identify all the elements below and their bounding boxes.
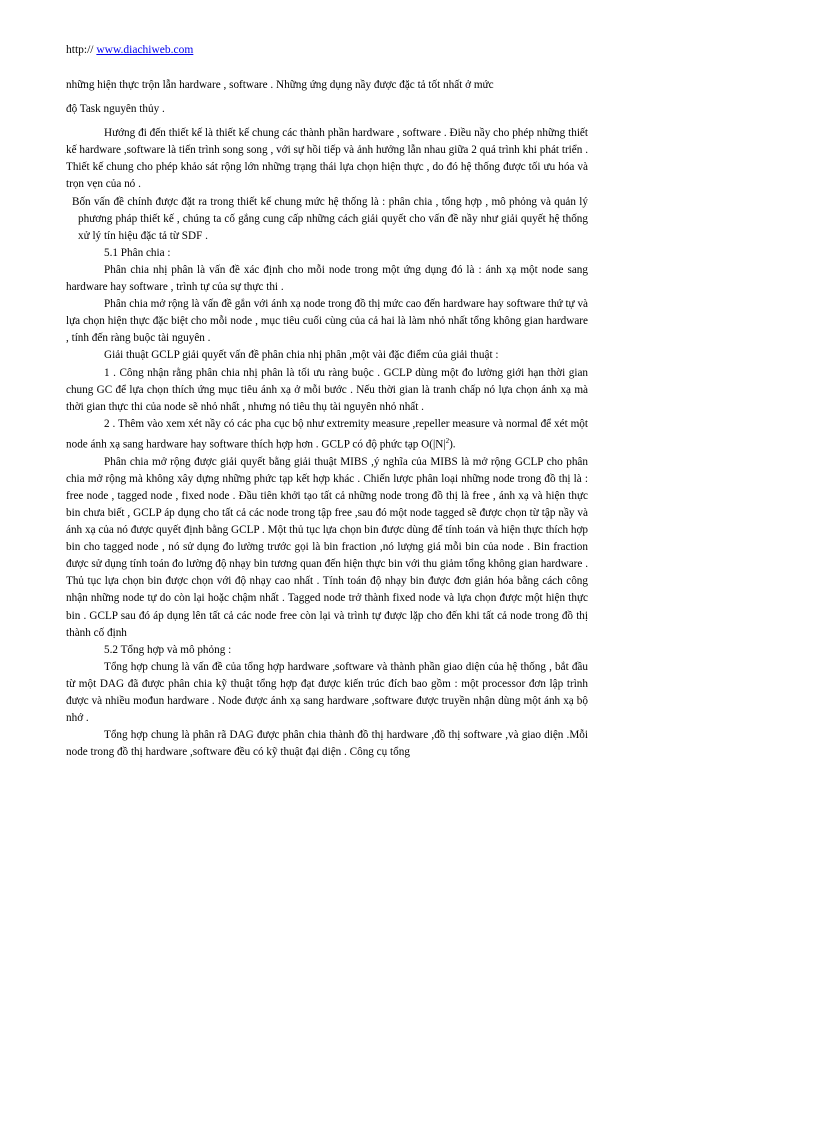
paragraph-tail: ). [449,438,456,451]
page-header [66,44,193,56]
paragraph: Giải thuật GCLP giải quyết vấn đề phân chia nhị phân ,một vài đặc điểm của giải thuật : [104,349,499,362]
superscript: 2 [445,436,450,445]
header-link[interactable]: www.diachiweb.com [96,44,194,56]
paragraph: Bốn vấn đề chính được đặt ra trong thiết kế chung mức hệ thống là : phân chia , tổng hợp , mô phỏng và quản lý phương pháp thiết kế , chúng ta cố gắng cung cấp những cách giải quyết cho vấn đề nầy như giải quyết hệ thống xử lý tín hiệu đặc tả từ SDF . [72,195,588,242]
body-text [66,77,588,761]
paragraph: Tổng hợp chung là phân rã DAG được phân chia thành đồ thị hardware ,đồ thị software ,và giao diện .Mỗi node trong đồ thị hardware ,software đều có kỹ thuật đại diện . Công cụ tổng [66,729,588,759]
header-prefix: http:// [66,44,97,56]
paragraph: Tổng hợp chung là vấn đề của tổng hợp hardware ,software và thành phần giao diện của hệ thống , bắt đầu từ một DAG đã được phân chia kỹ thuật tổng hợp đạt được kiến trúc đích bao gồm : một processor đơn lập trình được và nhiều mođun hardware . Node được ánh xạ sang hardware ,software được truyền nhận dùng một ánh xạ bộ nhớ . [66,660,588,725]
paragraph-text: 2 . Thêm vào xem xét nầy có các pha cục bộ như extremity measure ,repeller measure và normal để xét một node ánh xạ sang hardware hay software thích hợp hơn . GCLP có độ phức tạp O(|N| [66,417,588,451]
paragraph: Phân chia nhị phân là vấn đề xác định cho mỗi node trong một ứng dụng đó là : ánh xạ một node sang hardware hay software , trình tự của sự thực thi . [66,263,588,294]
paragraph: Phân chia mở rộng là vấn đề gắn với ánh xạ node trong đồ thị mức cao đến hardware hay software thứ tự và lựa chọn hiện thực đặc biệt cho mỗi node , mục tiêu cuối cùng của cả hai là làm nhỏ nhất tổng không gian hardware , tính đến ràng buộc tài nguyên . [66,298,588,345]
section-heading: 5.1 Phân chia : [104,246,171,259]
paragraph: 1 . Công nhận rằng phân chia nhị phân là tối ưu ràng buộc . GCLP dùng một đo lường giới hạn thời gian chung GC để lựa chọn thích ứng mục tiêu ánh xạ ở mỗi bước . Nếu thời gian là tranh chấp nó lựa chọn ánh xạ mà thời gian thực thi của node sẽ nhỏ nhất , nhưng nó tiêu thụ tài nguyên nhỏ nhất . [66,366,588,413]
paragraph: Phân chia mở rộng được giải quyết bằng giải thuật MIBS ,ý nghĩa của MIBS là mở rộng GCLP cho phân chia mở rộng mà không xây dựng những phức tạp kết hợp khác . Chiến lược phân loại những node trong đồ thị là : free node , tagged node , fixed node . Đầu tiên khởi tạo tất cả những node trong đồ thị là free , ánh xạ và hiện thực bin chưa biết , GCLP áp dụng cho tất cả các node trong tập free ,sau đó một node tagged sẽ được chọn từ tập nầy và ánh xạ của nó được quyết định bằng GCLP . Một thủ tục lựa chọn bin được dùng để tính toán và hiện thực thích hợp bin cho tagged node , nó sử dụng đo lường trước gọi là bin fraction ,nó lượng giá mỗi bin của node . Bin fraction được sử dụng tính toán đo lường độ nhạy bin tương quan đến hiện thực bin với thu giảm tổng không gian hardware . Thủ tục lựa chọn bin được chọn với độ nhạy cao nhất . Tính toán độ nhạy bin được đơn giản hóa bằng cách công nhận những node tự do còn lại hoặc chậm nhất . Tagged node trở thành fixed node và lựa chọn được một hiện thực bin . GCLP sau đó áp dụng lên tất cả các node free còn lại và trình tự được lặp cho đến khi tất cả node trong đồ thị thành cố định [66,455,588,639]
paragraph: Hướng đi đến thiết kế là thiết kế chung các thành phần hardware , software . Điều nầy cho phép những thiết kế hardware ,software là tiến trình song song , với sự hồi tiếp và ảnh hưởng lẫn nhau giữa 2 quá trình khi phát triển . Thiết kế chung cho phép khảo sát rộng lớn những trạng thái lựa chọn hiện thực , do đó hệ thống được tối ưu hóa và trọn vẹn của nó . [66,127,588,191]
section-heading: 5.2 Tổng hợp và mô phỏng : [104,643,232,656]
paragraph: độ Task nguyên thủy . [66,103,165,116]
paragraph: những hiện thực trộn lẫn hardware , software . Những ứng dụng nầy được đặc tả tốt nhất ở mức [66,79,494,91]
paragraph [66,416,588,454]
